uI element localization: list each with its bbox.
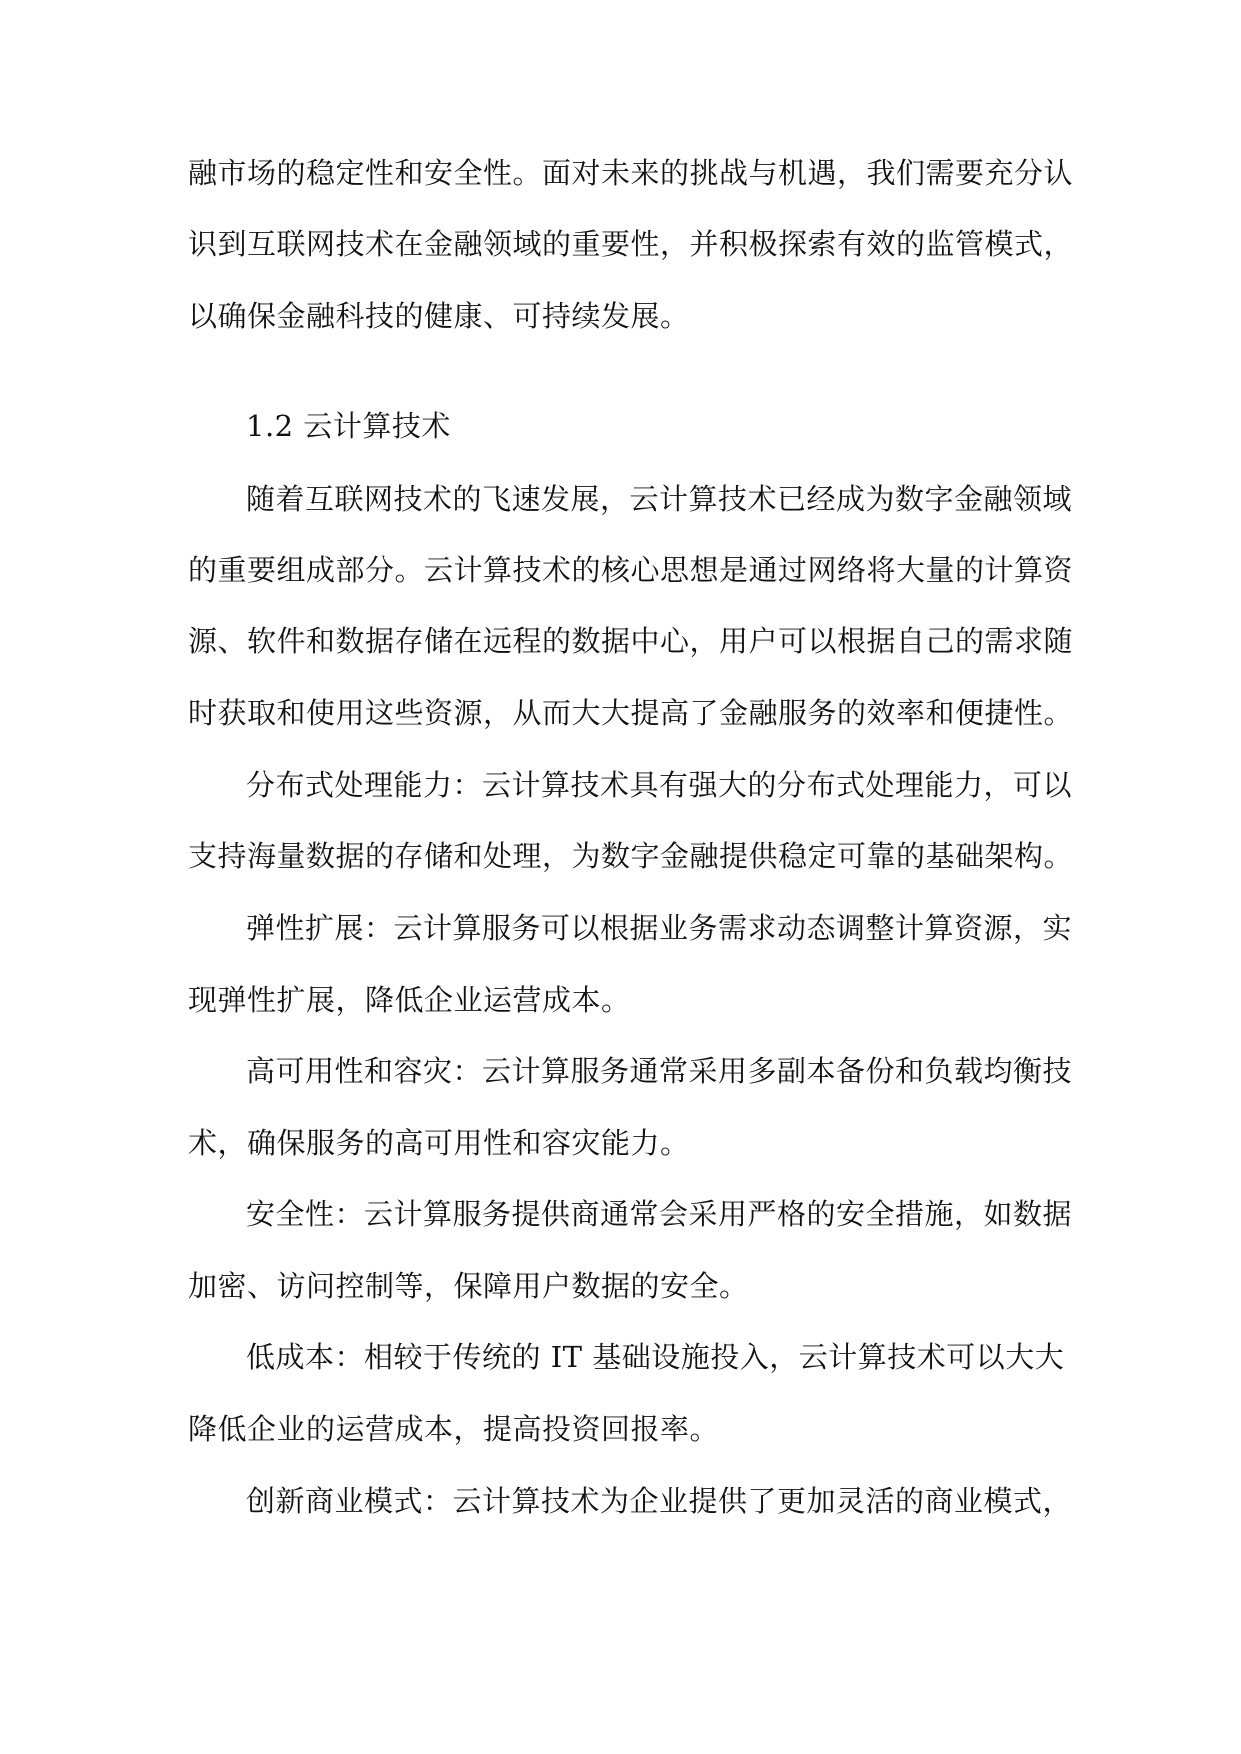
body-line-10: 术，确保服务的高可用性和容灾能力。 bbox=[188, 1126, 690, 1160]
body-line-3: 源、软件和数据存储在远程的数据中心，用户可以根据自己的需求随 bbox=[188, 624, 1074, 658]
body-line-13: 低成本：相较于传统的 IT 基础设施投入，云计算技术可以大大 bbox=[246, 1340, 1065, 1374]
intro-line-3: 以确保金融科技的健康、可持续发展。 bbox=[188, 299, 690, 333]
body-line-2: 的重要组成部分。云计算技术的核心思想是通过网络将大量的计算资 bbox=[188, 553, 1074, 587]
body-line-12: 加密、访问控制等，保障用户数据的安全。 bbox=[188, 1269, 749, 1303]
intro-line-2: 识到互联网技术在金融领域的重要性，并积极探索有效的监管模式， bbox=[188, 227, 1074, 261]
body-line-14: 降低企业的运营成本，提高投资回报率。 bbox=[188, 1412, 720, 1446]
section-heading: 1.2 云计算技术 bbox=[246, 409, 451, 443]
body-line-7: 弹性扩展：云计算服务可以根据业务需求动态调整计算资源，实 bbox=[246, 911, 1073, 945]
body-line-6: 支持海量数据的存储和处理，为数字金融提供稳定可靠的基础架构。 bbox=[188, 839, 1074, 873]
body-line-8: 现弹性扩展，降低企业运营成本。 bbox=[188, 983, 631, 1017]
intro-line-1: 融市场的稳定性和安全性。面对未来的挑战与机遇，我们需要充分认 bbox=[188, 156, 1074, 190]
body-line-9: 高可用性和容灾：云计算服务通常采用多副本备份和负载均衡技 bbox=[246, 1054, 1073, 1088]
body-line-15: 创新商业模式：云计算技术为企业提供了更加灵活的商业模式， bbox=[246, 1484, 1073, 1518]
body-line-1: 随着互联网技术的飞速发展，云计算技术已经成为数字金融领域 bbox=[246, 482, 1073, 516]
body-line-4: 时获取和使用这些资源，从而大大提高了金融服务的效率和便捷性。 bbox=[188, 696, 1074, 730]
body-line-5: 分布式处理能力：云计算技术具有强大的分布式处理能力，可以 bbox=[246, 768, 1073, 802]
body-line-11: 安全性：云计算服务提供商通常会采用严格的安全措施，如数据 bbox=[246, 1197, 1073, 1231]
